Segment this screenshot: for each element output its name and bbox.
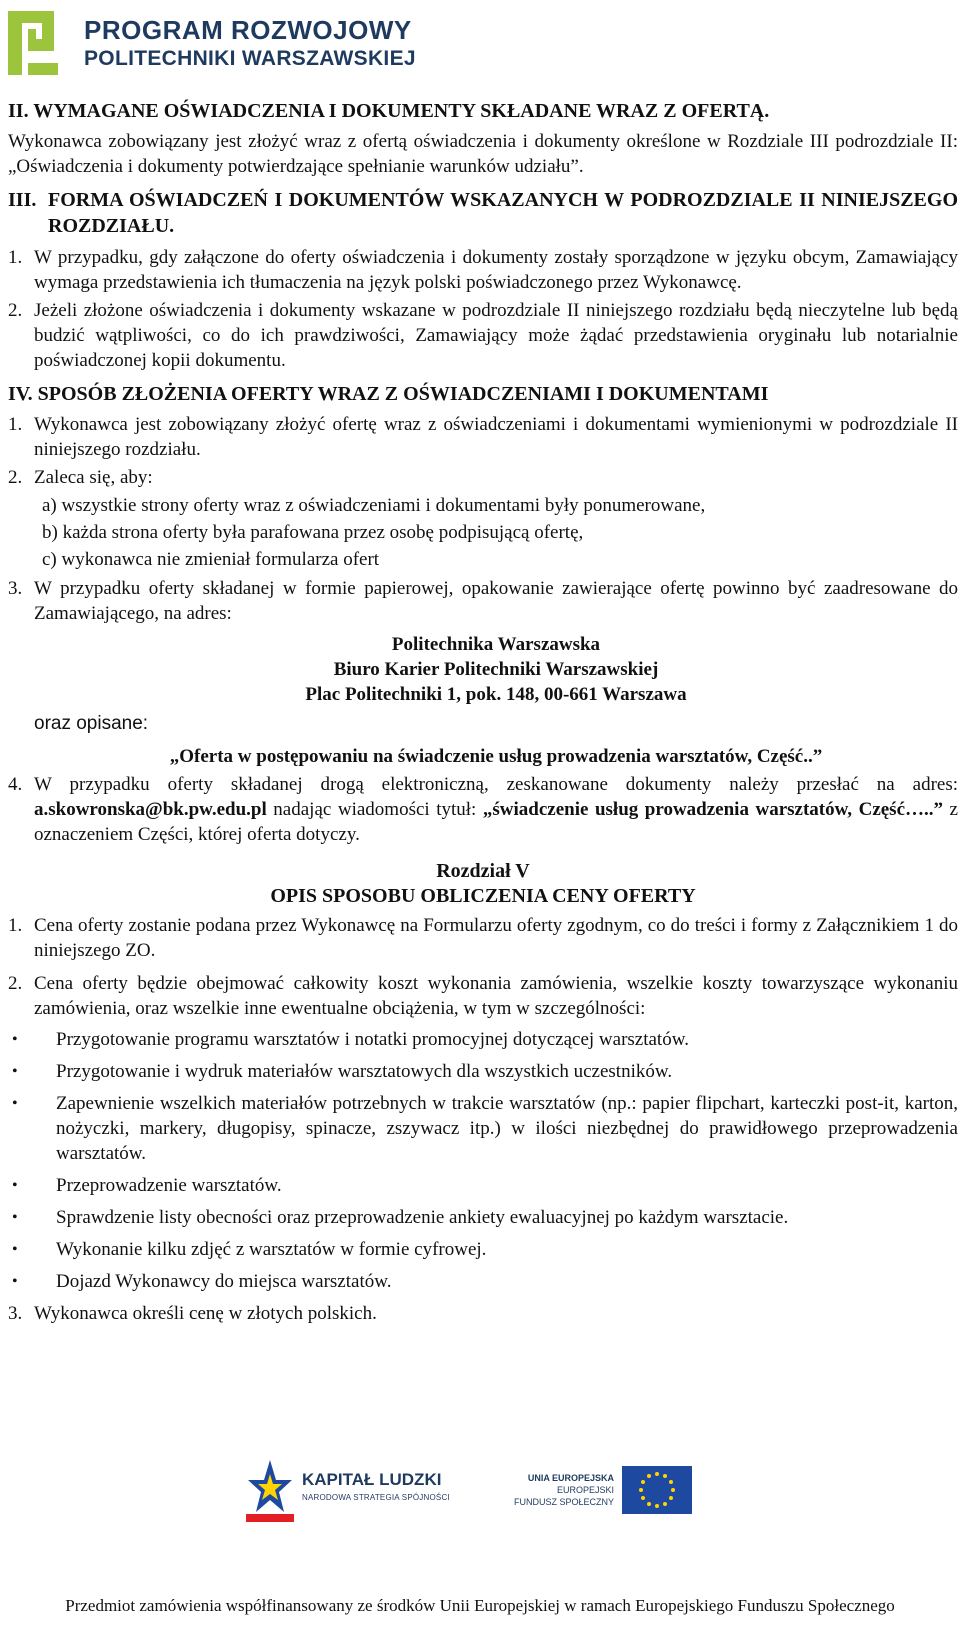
description-label: oraz opisane: — [34, 713, 149, 734]
list-item — [8, 1301, 958, 1326]
bullet-item — [8, 1173, 958, 1198]
section-iv-title: IV. SPOSÓB ZŁOŻENIA OFERTY WRAZ Z OŚWIADCZENIAMI I DOKUMENTAMI — [8, 383, 769, 405]
text-part: nadając wiadomości tytuł: — [266, 799, 483, 820]
section-iii-list — [8, 245, 958, 373]
list-item — [8, 913, 958, 963]
document-body — [8, 100, 958, 1326]
item-text: Wykonawca jest zobowiązany złożyć ofertę wraz z oświadczeniami i dokumentami wymienionymi w podrozdziale II niniejszego rozdziału. — [34, 414, 958, 460]
kapital-ludzki-logo-icon — [246, 1458, 294, 1524]
eu-line: FUNDUSZ SPOŁECZNY — [514, 1497, 615, 1507]
address-line: Politechnika Warszawska — [391, 634, 601, 655]
eu-line: UNIA EUROPEJSKA — [527, 1473, 615, 1483]
kapital-ludzki-subtitle: NARODOWA STRATEGIA SPÓJNOŚCI — [302, 1493, 450, 1502]
kapital-ludzki-title: KAPITAŁ LUDZKI — [302, 1470, 442, 1489]
eu-fund-text — [514, 1472, 614, 1508]
logo-line1: PROGRAM ROZWOJOWY — [84, 15, 412, 45]
section-iii-heading — [8, 187, 958, 239]
address-line: Biuro Karier Politechniki Warszawskiej — [333, 659, 659, 680]
address-block — [34, 632, 958, 707]
logo-line2: POLITECHNIKI WARSZAWSKIEJ — [84, 47, 416, 70]
address-line: Plac Politechniki 1, pok. 148, 00-661 Warszawa — [305, 684, 687, 705]
list-item — [8, 412, 958, 462]
bullet-icon: • — [12, 1209, 18, 1226]
list-item — [8, 772, 958, 847]
chapter-number: Rozdział V — [436, 860, 530, 882]
list-item — [8, 576, 958, 769]
item-text: Jeżeli złożone oświadczenia i dokumenty wskazane w podrozdziale II niniejszego rozdziału będą nieczytelne lub będą budzić wątpliwości, co do ich prawdziwości, Zamawiający może żądać przedstawienia oryginału lub notarialnie poświadczonej kopii dokumentu. — [34, 300, 958, 371]
bullet-item — [8, 1027, 958, 1052]
bullet-icon: • — [12, 1241, 18, 1258]
list-item — [8, 971, 958, 1301]
section-iii-number: III. — [8, 189, 37, 211]
chapter-v-heading — [8, 859, 958, 909]
sublist-item: b) każda strona oferty była parafowana przez osobę podpisującą ofertę, — [42, 522, 584, 543]
eu-flag-icon — [622, 1466, 692, 1514]
section-ii-text: Wykonawca zobowiązany jest złożyć wraz z ofertą oświadczenia i dokumenty określone w Rozdziale III podrozdziale II: „Oświadczenia i dokumenty potwierdzające spełnianie warunków udziału”. — [8, 131, 958, 177]
item-number: 4. — [8, 774, 23, 795]
bullet-icon: • — [12, 1095, 18, 1112]
item-text — [34, 772, 958, 847]
bullet-item — [8, 1237, 958, 1262]
bullet-text: Zapewnienie wszelkich materiałów potrzebnych w trakcie warsztatów (np.: papier flipchart, karteczki post-it, karton, nożyczki, markery, długopisy, spinacze, zszywacz itp.) w ilości niezbędnej do prawidłowego przeprowadzenia warsztatów. — [56, 1093, 958, 1164]
sublist — [42, 492, 958, 573]
bullet-text: Sprawdzenie listy obecności oraz przeprowadzenie ankiety ewaluacyjnej po każdym warsztacie. — [56, 1207, 789, 1228]
sublist-item: c) wykonawca nie zmieniał formularza ofert — [42, 549, 380, 570]
item-body — [34, 465, 958, 573]
item-number: 2. — [8, 300, 23, 321]
sublist-item: a) wszystkie strony oferty wraz z oświadczeniami i dokumentami były ponumerowane, — [42, 495, 706, 516]
item-text: W przypadku, gdy załączone do oferty oświadczenia i dokumenty zostały sporządzone w języku obcym, Zamawiający wymaga przedstawienia ich tłumaczenia na język polski poświadczonego przez Wykonawcę. — [34, 247, 958, 293]
item-text: Wykonawca określi cenę w złotych polskich. — [34, 1303, 377, 1324]
bullet-text: Przeprowadzenie warsztatów. — [56, 1175, 282, 1196]
bullet-item — [8, 1059, 958, 1084]
bullet-item — [8, 1091, 958, 1166]
offer-title: „Oferta w postępowaniu na świadczenie usług prowadzenia warsztatów, Część..” — [169, 746, 823, 767]
chapter-title: OPIS SPOSOBU OBLICZENIA CENY OFERTY — [270, 885, 696, 907]
eu-line: EUROPEJSKI — [557, 1485, 615, 1495]
item-text: Zaleca się, aby: — [34, 467, 153, 488]
item-text: Cena oferty zostanie podana przez Wykonawcę na Formularzu oferty zgodnym, co do treści i formy z Załącznikiem 1 do niniejszego ZO. — [34, 915, 958, 961]
section-ii-title: II. WYMAGANE OŚWIADCZENIA I DOKUMENTY SKŁADANE WRAZ Z OFERTĄ. — [8, 100, 770, 122]
kapital-ludzki-text — [302, 1470, 450, 1502]
item-number: 1. — [8, 414, 23, 435]
item-text: Cena oferty będzie obejmować całkowity koszt wykonania zamówienia, wszelkie koszty towarzyszące wykonaniu zamówienia, oraz wszelkie inne ewentualne obciążenia, w tym w szczególności: — [34, 973, 958, 1019]
list-item — [8, 465, 958, 573]
item-number: 2. — [8, 467, 23, 488]
bullet-text: Przygotowanie i wydruk materiałów warsztatowych dla wszystkich uczestników. — [56, 1061, 673, 1082]
item-number: 1. — [8, 915, 23, 936]
email-subject: „świadczenie usług prowadzenia warsztatów, Część…..” — [482, 799, 944, 820]
item-number: 1. — [8, 247, 23, 268]
text-part: z oznaczeniem Części, której oferta dotyczy. — [34, 799, 958, 845]
item-text: W przypadku oferty składanej w formie papierowej, opakowanie zawierające ofertę powinno być zaadresowane do Zamawiającego, na adres: — [34, 578, 958, 624]
bullet-text: Dojazd Wykonawcy do miejsca warsztatów. — [56, 1271, 392, 1292]
item-number: 3. — [8, 578, 23, 599]
footer-text: Przedmiot zamówienia współfinansowany ze środków Unii Europejskiej w ramach Europejskiego Funduszu Społecznego — [65, 1596, 895, 1615]
item-body — [12, 971, 958, 1301]
section-iv-list — [8, 412, 958, 847]
bullet-icon: • — [12, 1177, 18, 1194]
item-number: 3. — [8, 1303, 23, 1324]
email-address: a.skowronska@bk.pw.edu.pl — [34, 799, 267, 820]
program-logo-text — [84, 17, 416, 69]
list-item — [8, 298, 958, 373]
footer-logos — [246, 1458, 706, 1528]
bullet-icon: • — [12, 1031, 18, 1048]
item-body — [34, 576, 958, 769]
list-item — [8, 245, 958, 295]
item-number: 2. — [8, 973, 23, 994]
bullet-item — [8, 1205, 958, 1230]
bullet-icon: • — [12, 1273, 18, 1290]
bullet-icon: • — [12, 1063, 18, 1080]
text-part: W przypadku oferty składanej drogą elektroniczną, zeskanowane dokumenty należy przesłać na adres: — [34, 774, 958, 795]
section-iii-title: FORMA OŚWIADCZEŃ I DOKUMENTÓW WSKAZANYCH W PODROZDZIALE II NINIEJSZEGO ROZDZIAŁU. — [48, 189, 958, 237]
bullet-text: Wykonanie kilku zdjęć z warsztatów w formie cyfrowej. — [56, 1239, 487, 1260]
bullet-item — [8, 1269, 958, 1294]
program-logo — [6, 4, 416, 82]
cost-bullet-list — [8, 1027, 958, 1294]
chapter-v-list — [8, 913, 958, 1326]
program-logo-icon — [6, 7, 78, 79]
bullet-text: Przygotowanie programu warsztatów i notatki promocyjnej dotyczącej warsztatów. — [56, 1029, 689, 1050]
